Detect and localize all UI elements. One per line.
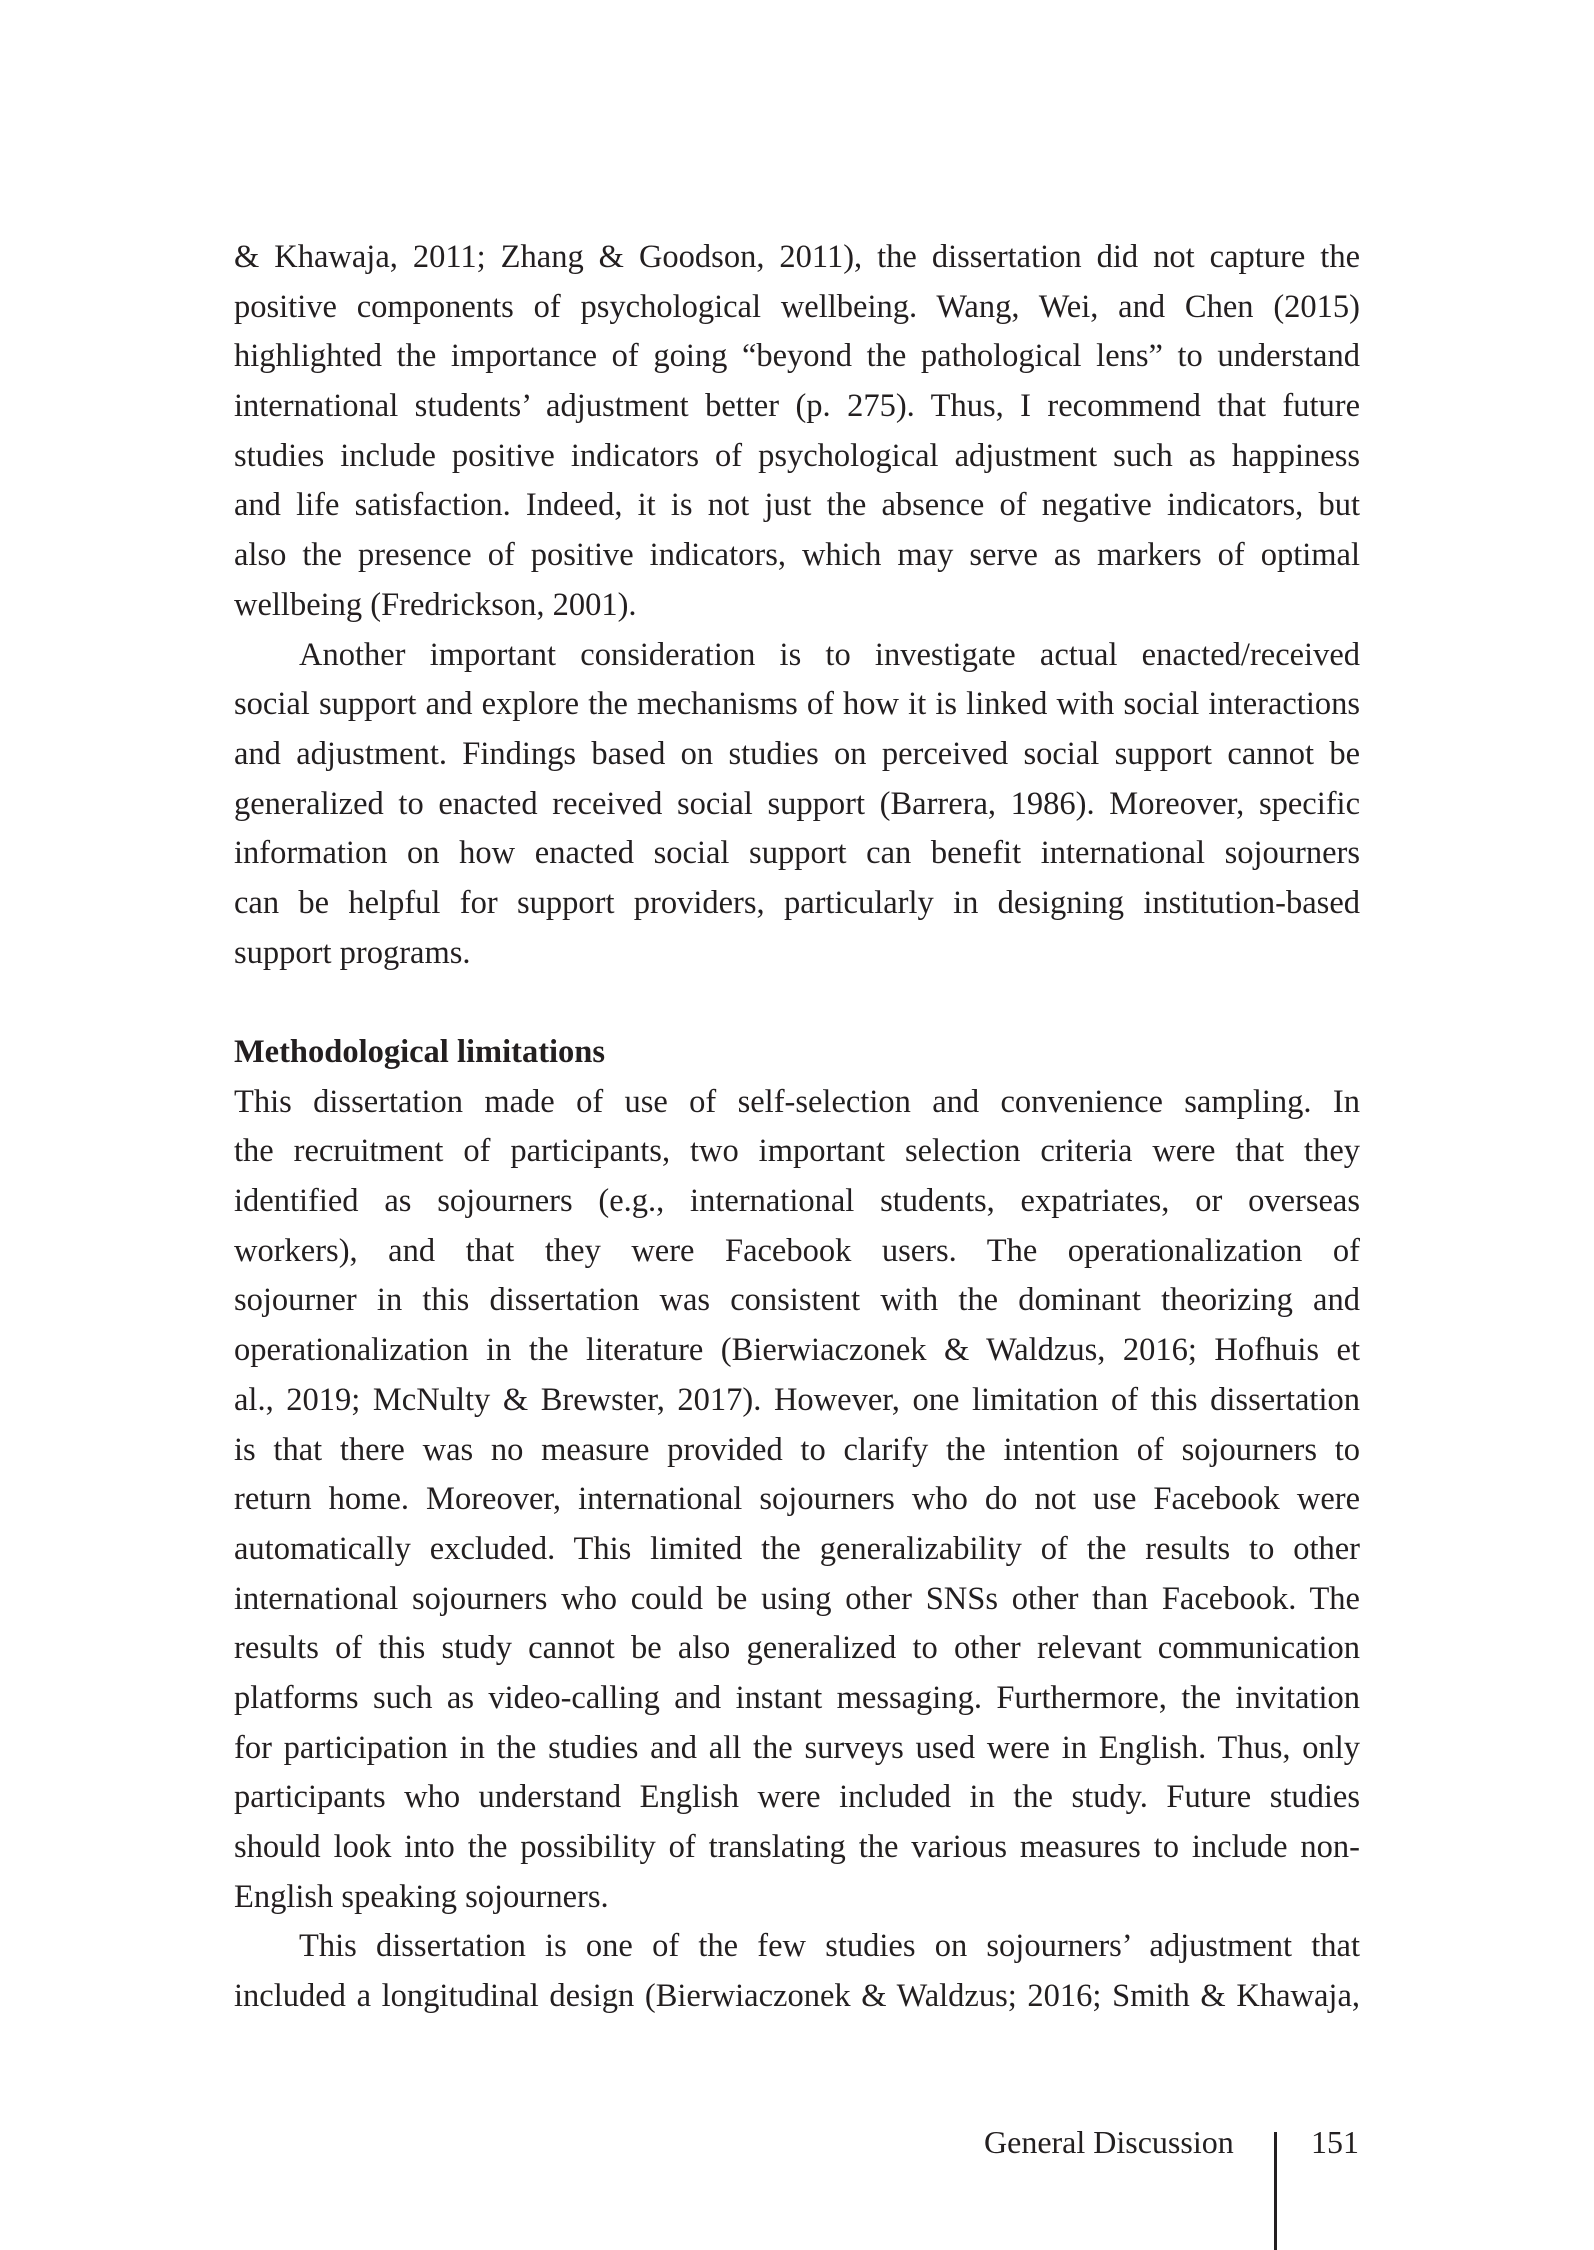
text-line: This dissertation made of use of self-selection and convenience sampling. In xyxy=(234,1083,1360,1120)
page-number: 151 xyxy=(1311,2124,1359,2160)
text-line: and life satisfaction. Indeed, it is not just the absence of negative indicators, but xyxy=(234,487,1360,524)
text-line: social support and explore the mechanisms of how it is linked with social interactions xyxy=(234,686,1360,723)
text-line: support programs. xyxy=(234,934,471,971)
text-line: should look into the possibility of translating the various measures to include non- xyxy=(234,1829,1360,1865)
text-line: international sojourners who could be using other SNSs other than Facebook. The xyxy=(234,1580,1360,1617)
text-line: identified as sojourners (e.g., international students, expatriates, or overseas xyxy=(234,1183,1360,1220)
text-line: positive components of psychological wellbeing. Wang, Wei, and Chen (2015) xyxy=(234,288,1360,325)
text-line: sojourner in this dissertation was consistent with the dominant theorizing and xyxy=(234,1282,1360,1319)
paragraph xyxy=(234,1078,1360,1923)
running-footer-section: General Discussion xyxy=(984,2124,1234,2160)
text-line: also the presence of positive indicators, which may serve as markers of optimal xyxy=(234,537,1360,574)
text-line: return home. Moreover, international sojourners who do not use Facebook were xyxy=(234,1481,1360,1518)
text-line: for participation in the studies and all the surveys used were in English. Thus, only xyxy=(234,1729,1360,1766)
paragraph xyxy=(234,631,1360,979)
text-line: can be helpful for support providers, particularly in designing institution-based xyxy=(234,884,1360,921)
text-line: al., 2019; McNulty & Brewster, 2017). However, one limitation of this dissertation xyxy=(234,1381,1360,1418)
text-line: participants who understand English were included in the study. Future studies xyxy=(234,1779,1360,1816)
footer-divider xyxy=(1274,2132,1277,2250)
text-line: the recruitment of participants, two important selection criteria were that they xyxy=(234,1133,1360,1170)
text-line: This dissertation is one of the few studies on sojourners’ adjustment that xyxy=(299,1928,1360,1965)
text-line: included a longitudinal design (Bierwiaczonek & Waldzus; 2016; Smith & Khawaja, xyxy=(234,1978,1360,2015)
text-line: platforms such as video-calling and instant messaging. Furthermore, the invitation xyxy=(234,1679,1360,1716)
paragraph xyxy=(234,1922,1360,2021)
text-line: is that there was no measure provided to clarify the intention of sojourners to xyxy=(234,1431,1360,1468)
text-line: results of this study cannot be also generalized to other relevant communication xyxy=(234,1630,1360,1667)
text-line: wellbeing (Fredrickson, 2001). xyxy=(234,586,637,623)
text-line: English speaking sojourners. xyxy=(234,1878,609,1915)
text-line: and adjustment. Findings based on studies on perceived social support cannot be xyxy=(234,735,1360,772)
text-line: information on how enacted social support can benefit international sojourners xyxy=(234,835,1360,872)
body-text xyxy=(234,233,1360,2022)
text-line: international students’ adjustment better (p. 275). Thus, I recommend that future xyxy=(234,388,1360,425)
text-line: studies include positive indicators of psychological adjustment such as happiness xyxy=(234,437,1360,474)
text-line: & Khawaja, 2011; Zhang & Goodson, 2011), the dissertation did not capture the xyxy=(234,239,1360,275)
text-line: workers), and that they were Facebook users. The operationalization of xyxy=(234,1232,1360,1269)
text-line: generalized to enacted received social support (Barrera, 1986). Moreover, specific xyxy=(234,785,1360,822)
paragraph-spacer xyxy=(234,978,1360,1028)
text-line: operationalization in the literature (Bierwiaczonek & Waldzus, 2016; Hofhuis et xyxy=(234,1332,1360,1369)
section-heading: Methodological limitations xyxy=(234,1034,606,1070)
text-line: Another important consideration is to investigate actual enacted/received xyxy=(299,636,1360,673)
paragraph xyxy=(234,233,1360,631)
text-line: automatically excluded. This limited the generalizability of the results to other xyxy=(234,1530,1360,1567)
text-line: highlighted the importance of going “beyond the pathological lens” to understand xyxy=(234,338,1360,375)
